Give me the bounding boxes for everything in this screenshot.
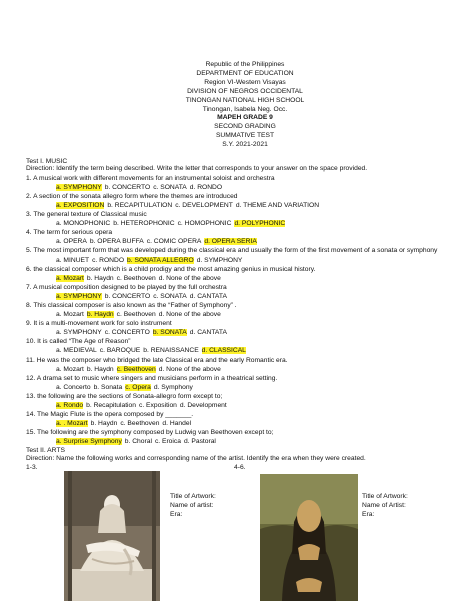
answer-options [26, 419, 464, 428]
answer-option: c. SONATA [153, 292, 187, 300]
header-line: DIVISION OF NEGROS OCCIDENTAL [187, 87, 303, 95]
era-label: Era: [362, 511, 375, 518]
answer-option: c. HOMOPHONIC [177, 220, 232, 228]
answer-option: b. Choral [124, 438, 152, 446]
answer-option: d. None of the above [158, 365, 221, 373]
highlighted-answer: a. . Mozart [56, 420, 88, 428]
answer-option: d. None of the above [158, 274, 221, 282]
highlighted-answer: a. SYMPHONY [56, 183, 102, 191]
question-text: 6. the classical composer which is a child prodigy and the most amazing genius in musical history. [26, 265, 316, 273]
answer-option: a. MONOPHONIC [56, 220, 111, 228]
grading-period: SECOND GRADING [214, 123, 276, 131]
question-text: 9. It is a multi-movement work for solo instrument [26, 320, 172, 328]
answer-option: d. THEME AND VARIATION [235, 201, 320, 209]
answer-options [26, 383, 464, 392]
answer-option: d. RONDO [189, 183, 223, 191]
answer-option: b. RECAPITULATION [107, 201, 173, 209]
question-text: 10. It is called “The Age of Reason” [26, 338, 131, 346]
test2-title: Test II. ARTS [26, 447, 65, 455]
mona-lisa-painting-image [260, 474, 358, 601]
answer-option: c. CONCERTO [104, 329, 150, 337]
question-text: 1. A musical work with different movements for an instrumental soloist and orchestra [26, 174, 275, 182]
artwork-number: 1-3. [26, 464, 38, 471]
answer-option: c. Beethoven [116, 311, 156, 319]
question-text: 3. The general texture of Classical music [26, 211, 147, 219]
answer-options [26, 201, 464, 210]
answer-option: c. RONDO [92, 256, 125, 264]
answer-option: b. CONCERTO [104, 292, 151, 300]
highlighted-answer: a. EXPOSITION [56, 201, 105, 209]
question-text: 14. The Magic Flute is the opera composed by _______. [26, 411, 194, 419]
document-header [26, 0, 464, 150]
answer-option: a. Concerto [56, 383, 91, 391]
question-text: 4. The term for serious opera [26, 229, 113, 237]
answer-option: d. Pastoral [183, 438, 216, 446]
test2-direction: Direction: Name the following works and corresponding name of the artist. Identify the era when they were created. [26, 455, 366, 463]
header-line: Tinongan, Isabela Neg. Occ. [202, 105, 288, 113]
answer-options [26, 219, 464, 228]
answer-option: c. DEVELOPMENT [175, 201, 233, 209]
answer-option: b. Recapitulation [86, 402, 136, 409]
answer-option: c. Eroica [154, 438, 181, 446]
pieta-sculpture-image [64, 471, 160, 601]
answer-option: b. HETEROPHONIC [113, 220, 175, 228]
answer-option: c. COMIC OPERA [146, 238, 202, 246]
question-text: 15. The following are the symphony composed by Ludwig van Beethoven except to; [26, 429, 274, 437]
answer-option: a. Mozart [56, 365, 84, 373]
highlighted-answer: b. Haydn [86, 311, 114, 319]
answer-options [26, 183, 464, 192]
answer-option: d. CANTATA [189, 329, 227, 337]
answer-option: b. RENAISSANCE [143, 347, 199, 355]
answer-options [26, 274, 464, 283]
test-type: SUMMATIVE TEST [215, 132, 275, 140]
highlighted-answer: a. SYMPHONY [56, 292, 102, 300]
question-text: 13. the following are the sections of Sonata-allegro form except to; [26, 392, 223, 400]
answer-options [26, 237, 464, 246]
answer-option: c. Beethoven [120, 420, 160, 428]
answer-option: a. Mozart [56, 311, 84, 319]
question-text: 7. A musical composition designed to be played by the full orchestra [26, 283, 227, 291]
highlighted-answer: a. Surprise Symphony [56, 438, 122, 446]
title-label: Title of Artwork: [362, 493, 408, 500]
highlighted-answer: a. Mozart [56, 274, 84, 282]
artist-label: Name of artist: [170, 502, 214, 509]
header-line: TINONGAN NATIONAL HIGH SCHOOL [185, 96, 305, 104]
answer-option: c. SONATA [153, 183, 187, 191]
artwork-number: 4-6. [234, 464, 246, 471]
test1-direction: Direction: Identify the term being described. Write the letter that corresponds to your answer on the space provided. [26, 165, 368, 173]
artwork-fields [170, 492, 216, 519]
highlighted-answer: c. Opera [125, 383, 151, 391]
question-text: 12. A drama set to music where singers and musicians perform in a theatrical setting. [26, 374, 278, 382]
answer-options [26, 437, 464, 446]
answer-option: b. CONCERTO [104, 183, 151, 191]
answer-options [26, 401, 464, 410]
artist-label: Name of Artist: [362, 502, 406, 509]
answer-options [26, 310, 464, 319]
highlighted-answer: b. SONATA [152, 329, 187, 337]
answer-options [26, 292, 464, 301]
answer-options [26, 365, 464, 374]
answer-option: a. SYMPHONY [56, 329, 102, 337]
answer-option: a. MINUET [56, 256, 90, 264]
question-text: 11. He was the composer who bridged the late Classical era and the early Romantic era. [26, 356, 288, 364]
answer-option: d. SYMPHONY [196, 256, 243, 264]
test1-title: Test I. MUSIC [26, 158, 68, 166]
answer-option: b. Haydn [86, 274, 114, 282]
answer-options [26, 256, 464, 265]
answer-option: d. Symphony [153, 383, 193, 391]
header-line: Republic of the Philippines [205, 61, 285, 68]
answer-option: c. BAROQUE [99, 347, 141, 355]
artwork-fields [362, 492, 408, 519]
highlighted-answer: d. POLYPHONIC [234, 220, 286, 228]
answer-option: d. Handel [162, 420, 192, 428]
title-label: Title of Artwork: [170, 493, 216, 500]
question-text: 8. This classical composer is also known as the “Father of Symphony” . [26, 301, 237, 309]
answer-option: c. Exposition [138, 402, 177, 409]
answer-option: d. None of the above [158, 311, 221, 319]
highlighted-answer: b. SONATA ALLEGRO [127, 256, 194, 264]
question-list [26, 174, 464, 447]
answer-option: b. OPERA BUFFA [89, 238, 144, 246]
answer-options [26, 346, 464, 355]
answer-option: a. OPERA [56, 238, 87, 246]
answer-option: d. Development [179, 402, 227, 409]
school-year: S.Y. 2021-2021 [222, 141, 268, 149]
header-line: DEPARTMENT OF EDUCATION [196, 69, 294, 77]
highlighted-answer: d. CLASSICAL [201, 347, 246, 355]
answer-option: b. Haydn [86, 365, 114, 373]
question-text: 5. The most important form that was developed during the classical era and usually the form of the first movement of a sonata or symphony [26, 247, 438, 255]
highlighted-answer: c. Beethoven [116, 365, 156, 373]
answer-option: d. CANTATA [189, 292, 227, 300]
answer-option: c. Beethoven [116, 274, 156, 282]
answer-option: b. Haydn [90, 420, 118, 428]
answer-option: a. MEDIEVAL [56, 347, 97, 355]
answer-option: b. Sonata [93, 383, 123, 391]
era-label: Era: [170, 511, 183, 518]
question-text: 2. A section of the sonata allegro form where the themes are introduced [26, 192, 238, 200]
answer-options [26, 328, 464, 337]
header-line: Region VI-Western Visayas [204, 78, 286, 86]
artwork-section [26, 464, 466, 604]
highlighted-answer: d. OPERA SERIA [204, 238, 257, 246]
grade-title: MAPEH GRADE 9 [217, 114, 273, 122]
highlighted-answer: a. Rondo [56, 402, 84, 409]
